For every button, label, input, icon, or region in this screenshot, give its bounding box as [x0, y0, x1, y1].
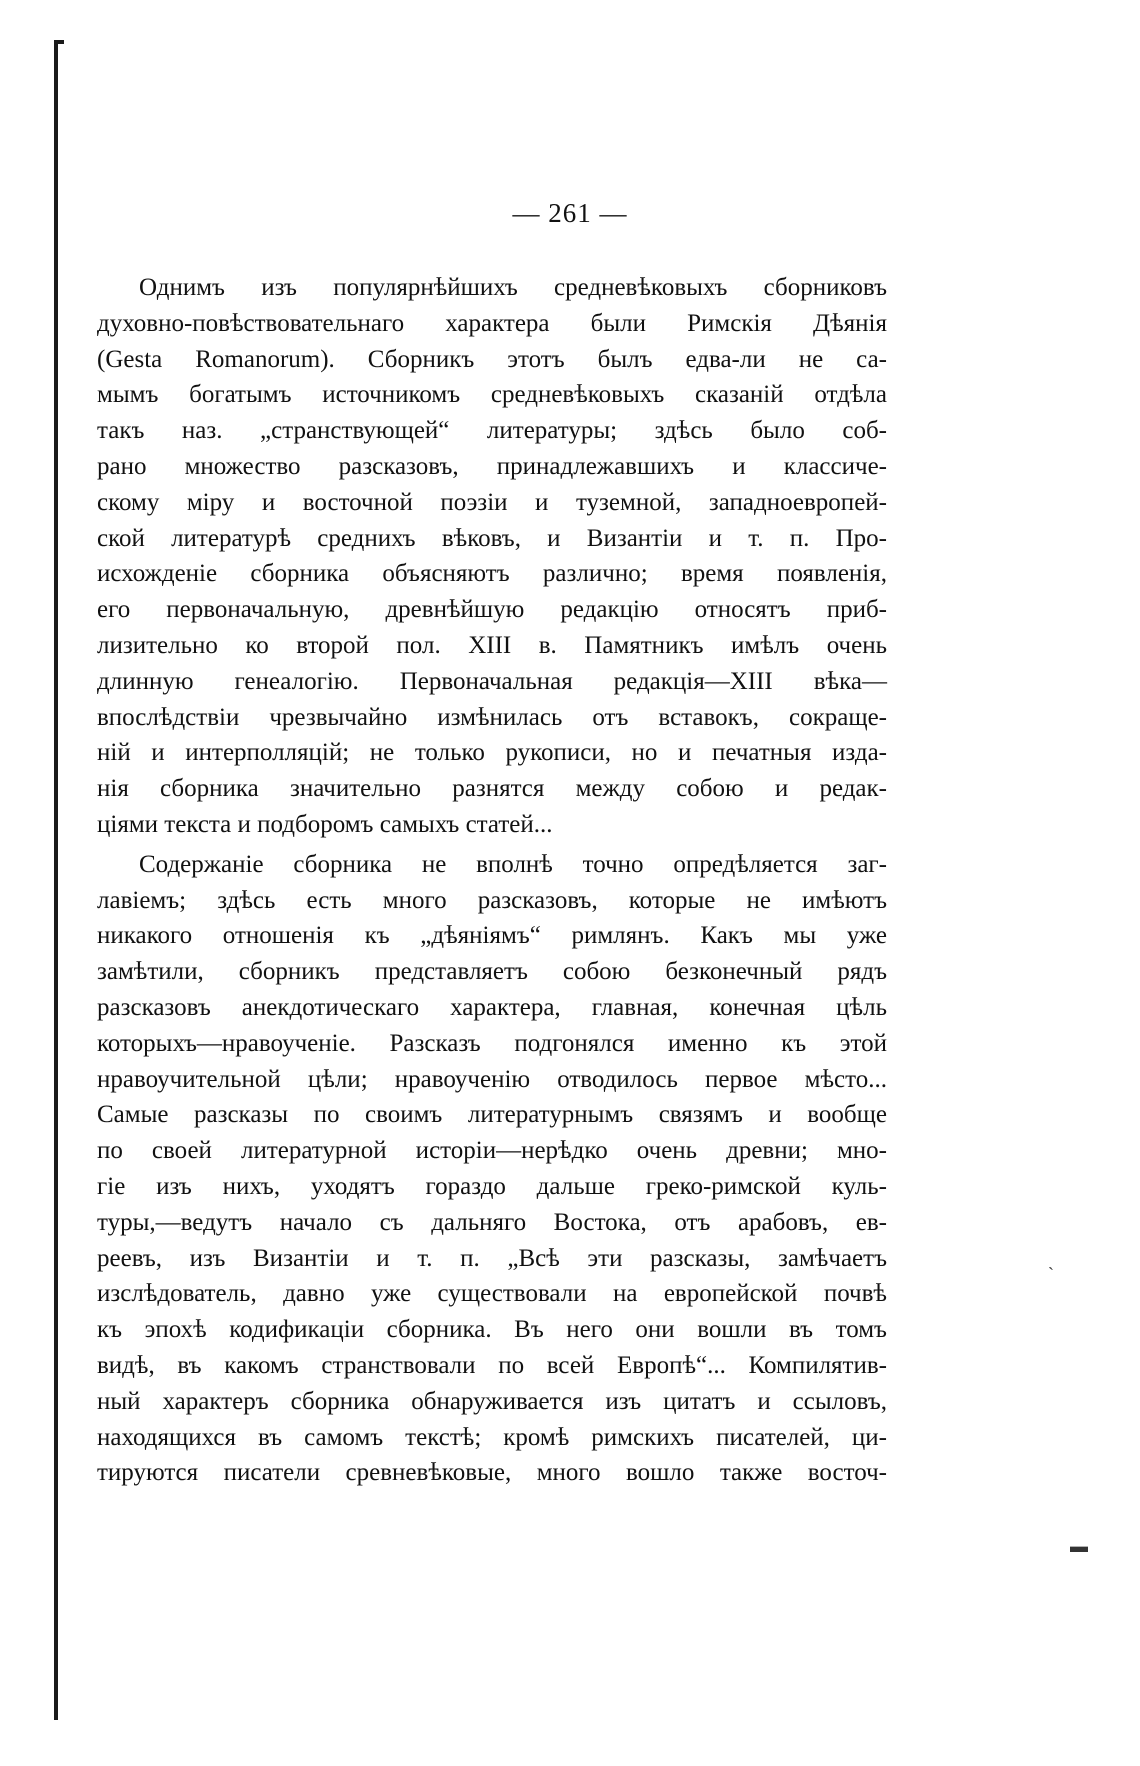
text-line: исхожденіе сборника объясняютъ различно; время появленія,	[97, 560, 887, 588]
page-number: — 261 —	[512, 198, 628, 228]
page-edge-line	[54, 40, 58, 1720]
text-line: тируются писатели сревневѣковые, много вошло также восточ-	[97, 1459, 887, 1487]
text-line: его первоначальную, древнѣйшую редакцію относятъ приб-	[97, 596, 887, 624]
text-line: нравоучительной цѣли; нравоученію отводилось первое мѣсто...	[97, 1065, 887, 1093]
page-edge-tick	[54, 40, 64, 44]
text-line: лавіемъ; здѣсь есть много разсказовъ, которые не имѣютъ	[97, 886, 887, 914]
text-line: духовно-повѣствовательнаго характера были Римскія Дѣянія	[97, 309, 887, 337]
text-line: ціями текста и подборомъ самыхъ статей...	[97, 810, 553, 838]
text-line: ній и интерполляцій; не только рукописи, но и печатныя изда-	[97, 739, 887, 767]
text-line: нія сборника значительно разнятся между собою и редак-	[97, 775, 887, 803]
text-line: видѣ, въ какомъ странствовали по всей Европѣ“... Компилятив-	[97, 1351, 887, 1379]
text-line: ской литературѣ среднихъ вѣковъ, и Византіи и т. п. Про-	[97, 524, 887, 552]
text-line: никакого отношенія къ „дѣяніямъ“ римлянъ. Какъ мы уже	[97, 922, 887, 950]
text-line: Содержаніе сборника не вполнѣ точно опредѣляется заг-	[139, 850, 887, 878]
text-line: длинную генеалогію. Первоначальная редакція—XIII вѣка—	[97, 667, 887, 695]
paragraph-1	[97, 270, 887, 843]
text-line: (Gesta Romanorum). Сборникъ этотъ былъ едва-ли не са-	[97, 345, 887, 373]
text-line: по своей литературной исторіи—нерѣдко очень древни; мно-	[97, 1137, 887, 1165]
text-line: скому міру и восточной поэзіи и туземной, западноевропей-	[97, 488, 887, 516]
text-line: находящихся въ самомъ текстѣ; кромѣ римскихъ писателей, ци-	[97, 1423, 887, 1451]
text-line: реевъ, изъ Византіи и т. п. „Всѣ эти разсказы, замѣчаетъ	[97, 1244, 887, 1272]
text-line: лизительно ко второй пол. XIII в. Памятникъ имѣлъ очень	[97, 631, 887, 659]
text-line: разсказовъ анекдотическаго характера, главная, конечная цѣль	[97, 993, 887, 1021]
text-line: туры,—ведутъ начало съ дальняго Востока, отъ арабовъ, ев-	[97, 1208, 887, 1236]
text-line: ный характеръ сборника обнаруживается изъ цитатъ и ссыловъ,	[97, 1387, 887, 1415]
text-line: рано множество разсказовъ, принадлежавшихъ и классиче-	[97, 452, 887, 480]
text-line: гіе изъ нихъ, уходятъ гораздо дальше греко-римской куль-	[97, 1172, 887, 1200]
text-line: Самые разсказы по своимъ литературнымъ связямъ и вообще	[97, 1101, 887, 1129]
text-line: замѣтили, сборникъ представляетъ собою безконечный рядъ	[97, 958, 887, 986]
body-text	[97, 270, 887, 1491]
text-line: мымъ богатымъ источникомъ средневѣковыхъ сказаній отдѣла	[97, 381, 887, 409]
text-line: Однимъ изъ популярнѣйшихъ средневѣковыхъ сборниковъ	[139, 274, 887, 301]
text-line: къ эпохѣ кодификаціи сборника. Въ него они вошли въ томъ	[97, 1316, 887, 1344]
paragraph-2	[97, 847, 887, 1491]
stray-mark: ▬	[1070, 1536, 1088, 1556]
text-line: такъ наз. „странствующей“ литературы; здѣсь было соб-	[97, 417, 887, 445]
text-line: изслѣдователь, давно уже существовали на европейской почвѣ	[97, 1280, 887, 1308]
text-line: впослѣдствіи чрезвычайно измѣнилась отъ вставокъ, сокраще-	[97, 703, 887, 731]
text-line: которыхъ—нравоученіе. Разсказъ подгонялся именно къ этой	[97, 1029, 887, 1057]
stray-mark: ˏ	[1048, 1250, 1054, 1270]
